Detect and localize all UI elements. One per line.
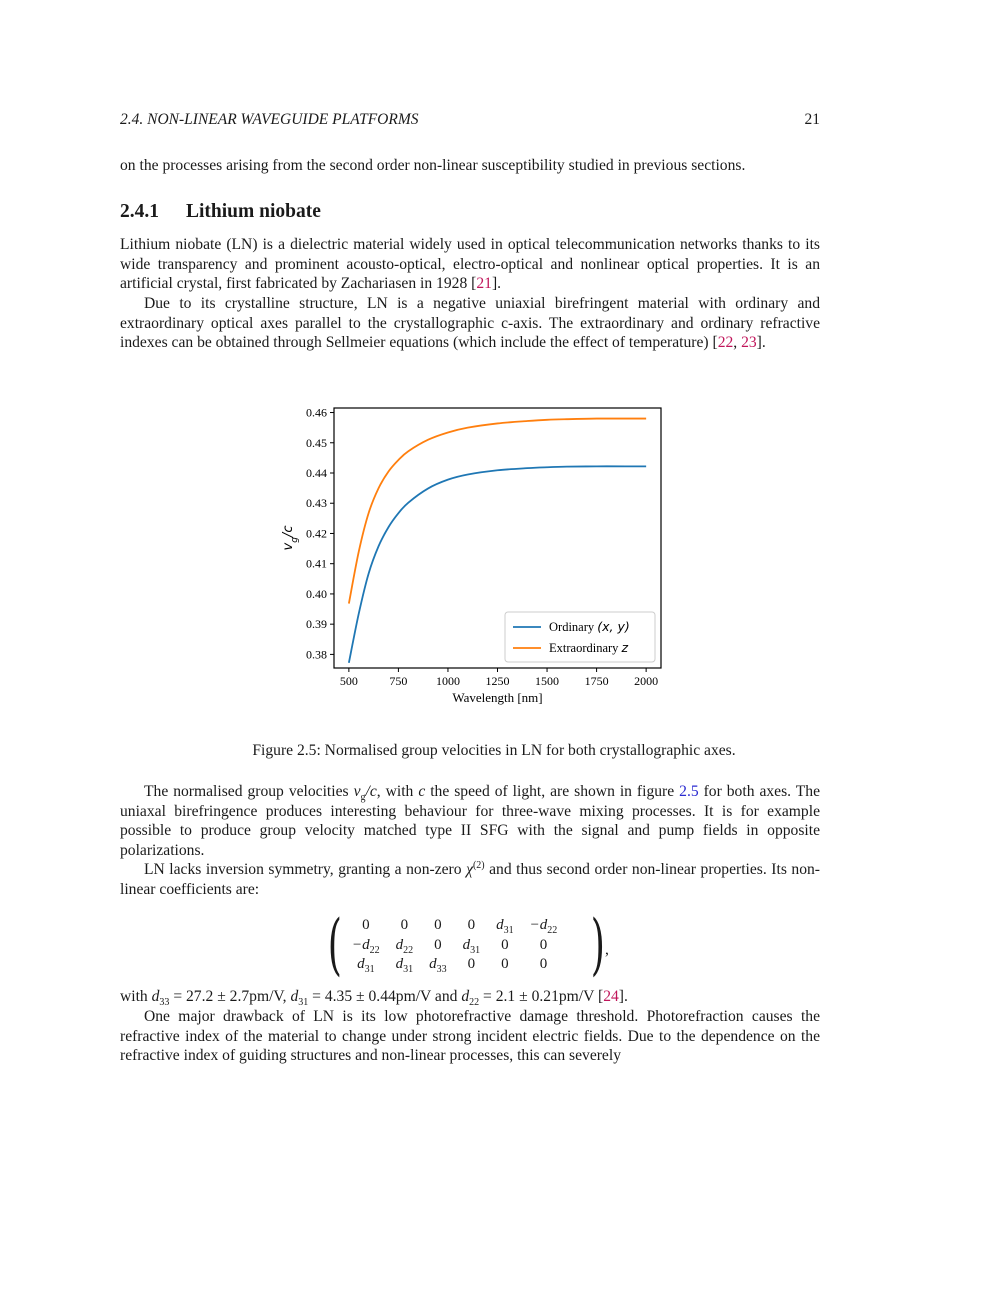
paragraph-1 <box>120 235 820 294</box>
figure-caption: Figure 2.5: Normalised group velocities in LN for both crystallographic axes. <box>252 742 736 759</box>
chi-superscript: (2) <box>472 859 485 871</box>
figure-2-5 <box>270 398 690 718</box>
matrix-cell: 0 <box>400 917 409 934</box>
y-tick-label: 0.46 <box>306 405 327 420</box>
d22-symbol: d <box>461 988 470 1005</box>
matrix-cell: $d_{33}$ <box>429 956 447 976</box>
paragraph-4 <box>120 860 820 899</box>
y-tick-label: 0.39 <box>306 617 327 632</box>
citation-23[interactable]: 23 <box>741 334 757 352</box>
chi-symbol: χ <box>466 861 473 878</box>
x-axis-label: Wavelength [nm] <box>452 690 543 705</box>
running-head: 2.4. NON-LINEAR WAVEGUIDE PLATFORMS <box>120 111 419 128</box>
paragraph-4-b: and thus second order non-linear properties. Its non-linear coefficients are: <box>120 861 820 898</box>
coefficient-matrix <box>327 906 630 983</box>
matrix-cell: $d_{22}$ <box>395 936 414 956</box>
paragraph-6: One major drawback of LN is its low photorefractive damage threshold. Photorefraction causes the refractive index of the material to change under strong incident electric fields. Due to the dependence on the refractive index of guiding structures and non-linear processes, this can severely <box>120 1008 820 1065</box>
group-velocity-chart <box>270 398 690 718</box>
paragraph-3-c: the speed of light, are shown in figure <box>425 783 680 800</box>
matrix-cell: 0 <box>467 917 476 934</box>
matrix-cell: 0 <box>501 956 509 973</box>
paragraph-3 <box>120 782 820 860</box>
y-tick-label: 0.41 <box>306 556 327 571</box>
paragraph-2 <box>120 294 820 353</box>
section-number: 2.4.1 <box>120 201 159 222</box>
page-header <box>120 111 820 133</box>
matrix-cell: 0 <box>362 917 370 934</box>
y-tick-label: 0.45 <box>306 435 327 450</box>
matrix-cell: 0 <box>434 936 442 953</box>
matrix-cell: 0 <box>539 956 548 973</box>
section-title: Lithium niobate <box>186 201 321 222</box>
matrix-cell: $-d_{22}$ <box>529 917 558 937</box>
paragraph-5-b: = 27.2 ± 2.7pm/V, <box>169 988 291 1005</box>
d33-subscript: 33 <box>159 997 170 1009</box>
matrix-cell: $d_{31}$ <box>357 956 375 976</box>
matrix-table <box>344 916 565 975</box>
x-tick-label: 1250 <box>485 674 510 688</box>
y-tick-label: 0.44 <box>306 466 327 480</box>
vg-symbol: v <box>353 783 361 800</box>
matrix-cell: 0 <box>467 956 476 973</box>
d33-symbol: d <box>151 988 160 1005</box>
paragraph-3-d: for both axes. The uniaxal birefringence produces interesting behaviour for three-wave mixing processes. It is for example possible to produce group velocity matched type II SFG with the signal and pump fields in opposite polarizations. <box>120 783 820 859</box>
matrix-row <box>344 936 565 956</box>
matrix-left-paren: ( <box>327 906 342 983</box>
matrix-cell: $d_{31}$ <box>395 956 414 976</box>
paragraph-5-a: with <box>120 988 152 1005</box>
paragraph-1-end: ]. <box>491 275 502 293</box>
legend-entry: Ordinary (x, y) <box>549 619 630 634</box>
citation-separator: , <box>733 334 742 352</box>
x-tick-label: 750 <box>389 674 408 688</box>
paragraph-2-text: Due to its crystalline structure, LN is a negative uniaxial birefringent material with ordinary and extraordinary optical axes parallel to the crystallographic c-axis. The extraordinary and ordinary refractive indexes can be obtained through Sellmeier equations (which include the effect of temperature) [ <box>120 295 820 352</box>
paragraph-2-end: ]. <box>756 334 766 352</box>
matrix-cell: 0 <box>501 936 509 953</box>
paragraph-3-b: , with <box>376 783 419 800</box>
x-tick-label: 1500 <box>535 674 560 688</box>
matrix-cell: $d_{31}$ <box>462 936 481 956</box>
paragraph-5-d: = 2.1 ± 0.21pm/V [ <box>479 988 604 1005</box>
y-tick-label: 0.38 <box>306 647 327 662</box>
x-tick-label: 1000 <box>435 674 460 688</box>
figure-ref-2-5[interactable]: 2.5 <box>679 783 699 800</box>
page-number: 21 <box>804 111 820 128</box>
matrix-cell: $d_{31}$ <box>496 917 514 937</box>
y-axis-label: $v_g/c$ <box>281 525 300 551</box>
matrix-row <box>344 955 565 975</box>
d22-subscript: 22 <box>469 997 480 1009</box>
slash-c-symbol: /c <box>365 783 377 800</box>
d31-subscript: 31 <box>298 997 309 1009</box>
intro-line: on the processes arising from the second order non-linear susceptibility studied in previous sections. <box>120 157 746 174</box>
matrix-right-paren: ) <box>590 906 605 983</box>
x-tick-label: 500 <box>339 674 358 688</box>
y-tick-label: 0.40 <box>306 586 327 601</box>
matrix-cell: $-d_{22}$ <box>352 936 380 956</box>
citation-21[interactable]: 21 <box>476 275 492 293</box>
vg-subscript: g <box>360 792 366 804</box>
matrix-cell: 0 <box>434 917 442 934</box>
d31-symbol: d <box>290 988 299 1005</box>
citation-22[interactable]: 22 <box>717 334 734 352</box>
x-tick-label: 1750 <box>584 674 609 688</box>
paragraph-1-text: Lithium niobate (LN) is a dielectric material widely used in optical telecommunication networks thanks to its wide transparency and prominent acousto-optical, electro-optical and nonlinear optical properties. It is an artificial crystal, first fabricated by Zachariasen in 1928 [ <box>120 236 820 293</box>
matrix-cell: 0 <box>539 936 548 953</box>
y-tick-label: 0.42 <box>306 526 327 541</box>
x-tick-label: 2000 <box>634 674 659 688</box>
section-heading <box>120 201 820 223</box>
paragraph-5 <box>120 987 820 1007</box>
c-symbol: c <box>418 783 426 800</box>
paragraph-4-a: LN lacks inversion symmetry, granting a non-zero <box>144 861 467 878</box>
paragraph-3-a: The normalised group velocities <box>144 783 354 800</box>
paragraph-5-c: = 4.35 ± 0.44pm/V and <box>308 988 462 1005</box>
paragraph-5-end: ]. <box>618 988 628 1005</box>
matrix-comma: , <box>605 941 609 958</box>
y-tick-label: 0.43 <box>306 496 327 511</box>
legend-entry: Extraordinary z <box>549 640 629 655</box>
citation-24[interactable]: 24 <box>603 988 619 1005</box>
matrix-row <box>344 916 565 936</box>
